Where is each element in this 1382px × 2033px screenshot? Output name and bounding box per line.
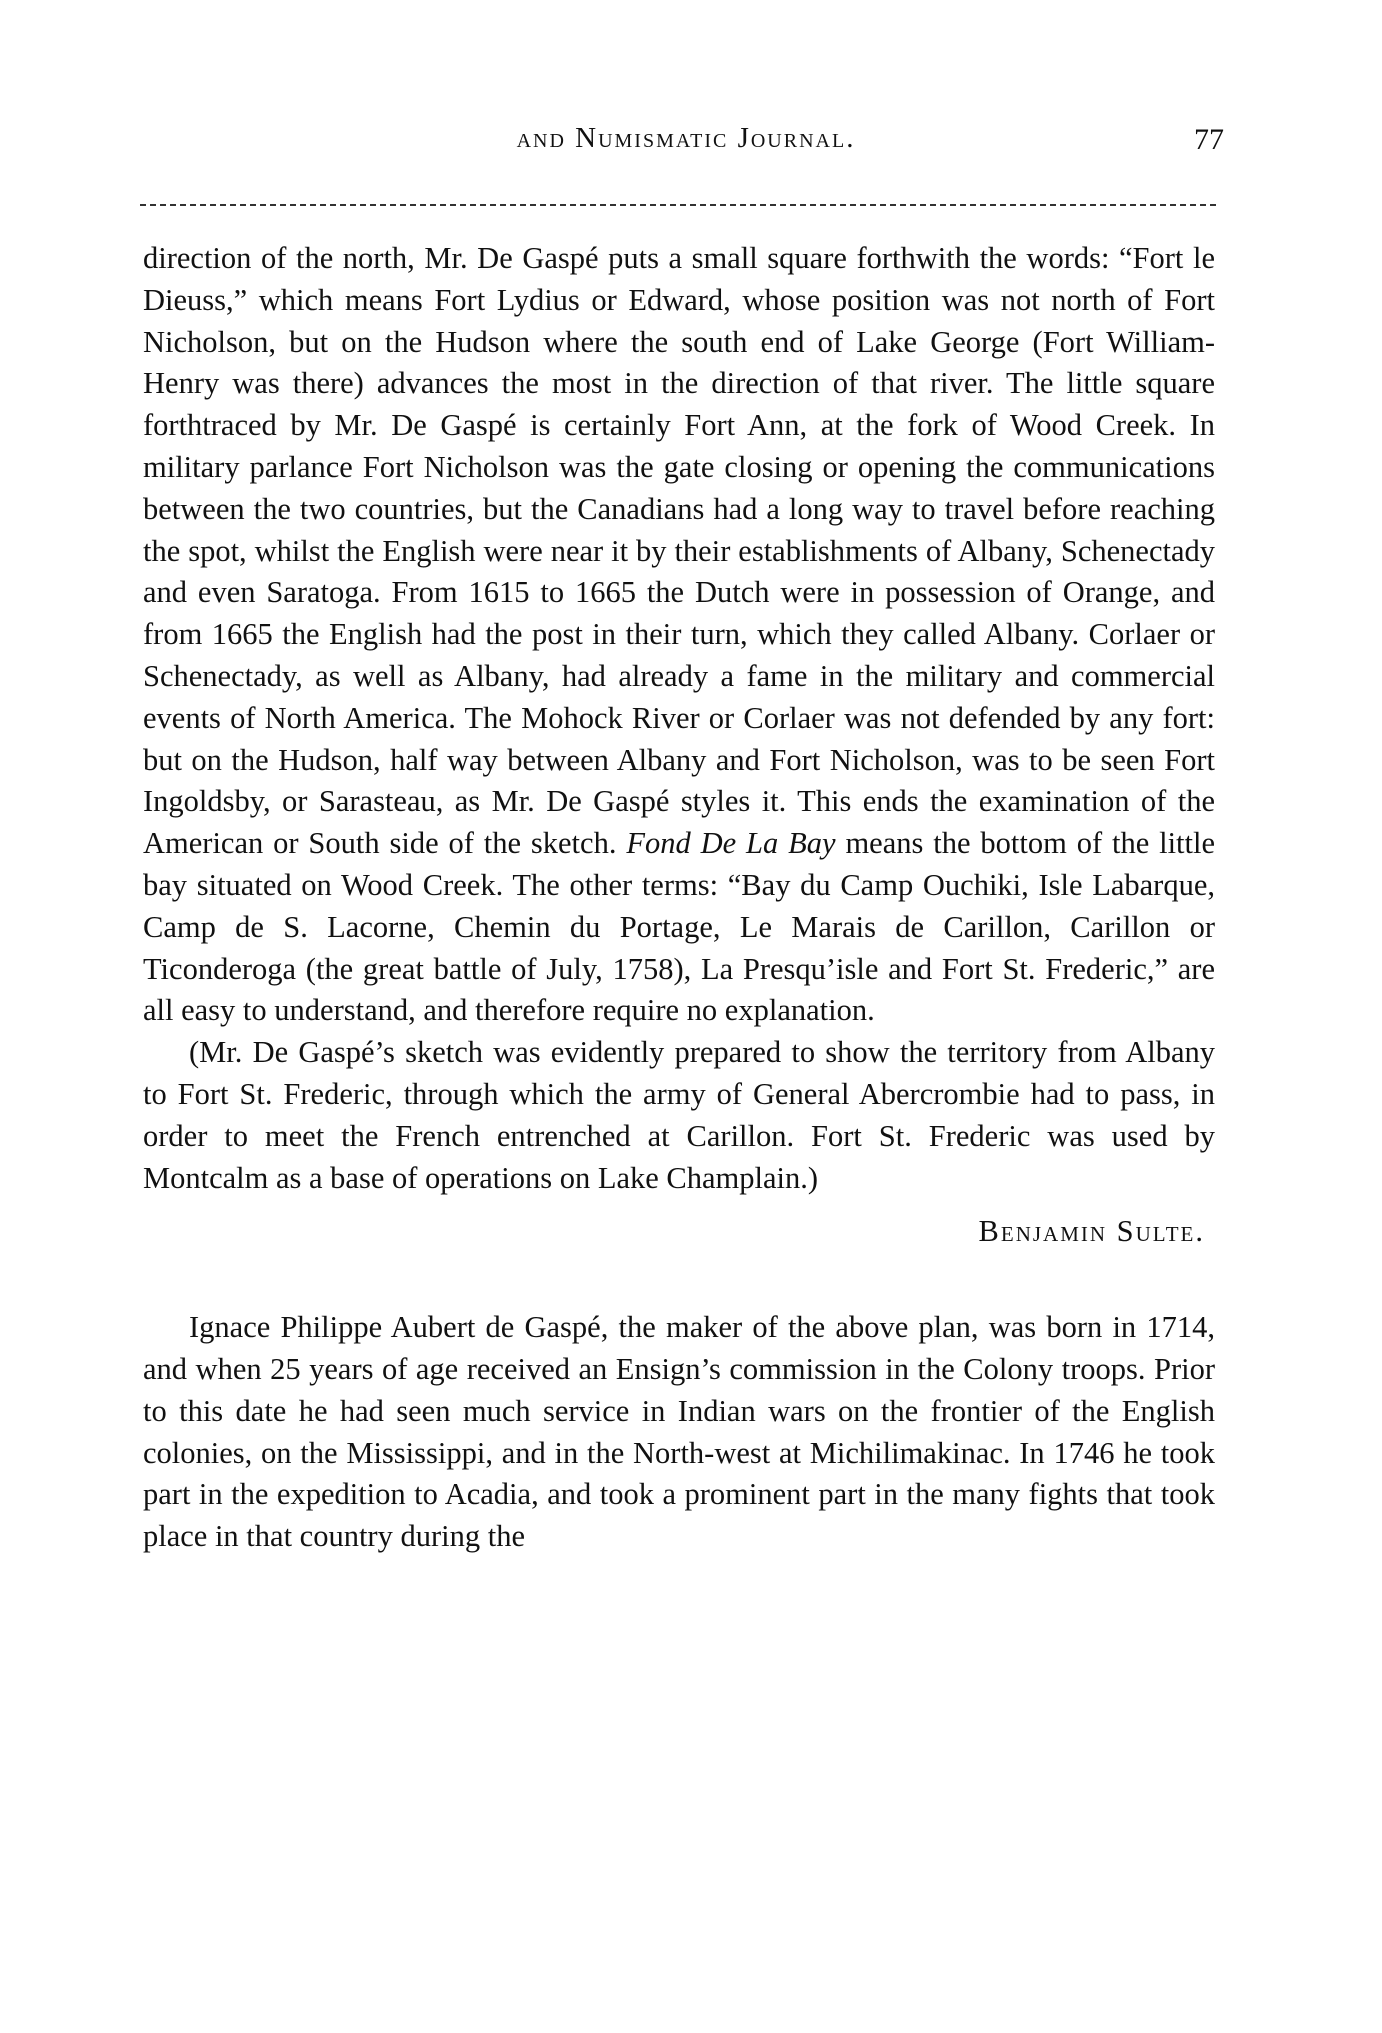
italic-term-fond-de-la-bay: Fond De La Bay xyxy=(626,826,836,861)
page-number: 77 xyxy=(1194,123,1224,156)
running-title: and Numismatic Journal. xyxy=(516,122,856,154)
paragraph-1-text: direction of the north, Mr. De Gaspé puts a small square forthwith the words: “Fort le Dieuss,” which means Fort Lydius or Edward, whose position was not north of Fort Nicholson, but on the Hudson where the south end of Lake George (Fort William-Henry was there) advances the most in the direction of that river. The little square forthtraced by Mr. De Gaspé is certainly Fort Ann, at the fork of Wood Creek. In military parlance Fort Nicholson was the gate closing or opening the communications between the two countries, but the Canadians had a long way to travel before reaching the spot, whilst the English were near it by their establishments of Albany, Schenectady and even Saratoga. From 1615 to 1665 the Dutch were in possession of Orange, and from 1665 the English had the post in their turn, which they called Albany. Corlaer or Schenectady, as well as Albany, had already a fame in the military and commercial events of North America. The Mohock River or Corlaer was not defended by any fort: but on the Hudson, half way between Albany and Fort Nicholson, was to be seen Fort Ingoldsby, or Sarasteau, as Mr. De Gaspé styles it. This ends the examination of the American or South side of the sketch. xyxy=(143,241,1215,861)
author-signature: Benjamin Sulte. xyxy=(978,1214,1205,1249)
paragraph-continuation xyxy=(143,238,1215,1032)
running-head xyxy=(140,118,1232,168)
paragraph-1-end: means the bottom of the little bay situated on Wood Creek. The other terms: “Bay du Camp Ouchiki, Isle Labarque, Camp de S. Lacorne, Chemin du Portage, Le Marais de Carillon, Carillon or Ticonderoga (the great battle of July, 1758), La Presqu’isle and Fort St. Frederic,” are all easy to understand, and therefore require no explanation. xyxy=(143,826,1216,1028)
paragraph-note: (Mr. De Gaspé’s sketch was evidently prepared to show the territory from Albany to Fort St. Frederic, through which the army of General Abercrombie had to pass, in order to meet the French entrenched at Carillon. Fort St. Frederic was used by Montcalm as a base of operations on Lake Champlain.) xyxy=(143,1035,1215,1195)
header-rule xyxy=(140,204,1216,206)
body-text xyxy=(143,238,1215,1558)
paragraph-biography: Ignace Philippe Aubert de Gaspé, the maker of the above plan, was born in 1714, and when 25 years of age received an Ensign’s commission in the Colony troops. Prior to this date he had seen much service in Indian wars on the frontier of the English colonies, on the Mississippi, and in the North-west at Michilimakinac. In 1746 he took part in the expedition to Acadia, and took a prominent part in the many fights that took place in that country during the xyxy=(143,1310,1215,1554)
